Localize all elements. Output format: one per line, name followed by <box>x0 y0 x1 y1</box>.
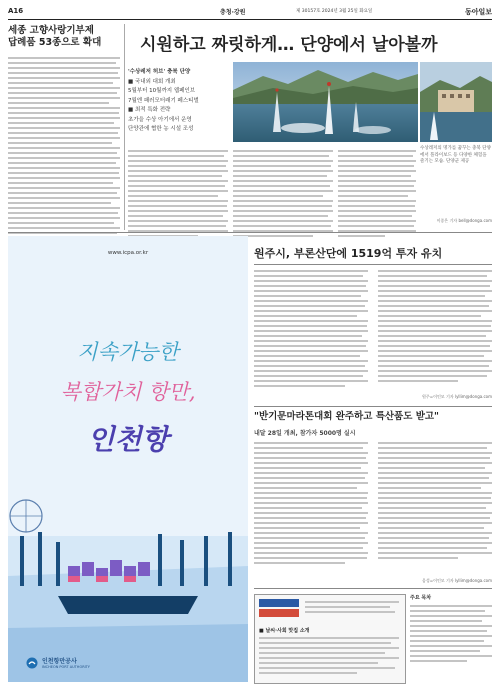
ad-slogan-3: 인천항 <box>87 423 169 456</box>
footer-rule <box>254 588 492 589</box>
info-box-logos <box>259 599 299 621</box>
ad-slogan-1: 지속가능한 <box>77 340 179 364</box>
right2-body-col1 <box>254 442 368 564</box>
lake-photo-illustration <box>233 62 418 142</box>
right2-byline: 음성=이인모 기자 lyllim@donga.com <box>422 578 492 583</box>
ad-company-en: INCHEON PORT AUTHORITY <box>42 665 90 669</box>
info-box-lines <box>259 637 399 674</box>
subhead-2: ■ 국내외 대회 개최 <box>128 78 176 85</box>
right1-body-col1 <box>254 270 368 387</box>
newspaper-brand: 동아일보 <box>464 7 492 16</box>
resort-photo-illustration <box>420 62 492 142</box>
info-box-title: ■ 날씨·사회 맛집 소개 <box>259 628 310 634</box>
port-ad-illustration <box>8 236 248 682</box>
section-rule <box>8 232 492 233</box>
subhead-3: 5월부터 10월까지 웹페인브 <box>128 88 196 95</box>
subhead-4: 7월엔 패러모터래기 페스티벌 <box>128 97 199 104</box>
index-lines <box>410 605 492 662</box>
side-photo <box>420 62 492 142</box>
right1-byline: 원주=이인모 기자 lyllim@donga.com <box>422 394 492 399</box>
issue-info: 제 30157호 2024년 3월 25일 화요일 <box>296 9 373 14</box>
ipa-logo-icon <box>26 657 38 669</box>
left-headline-2: 답례품 53종으로 확대 <box>8 37 102 49</box>
column-divider <box>124 24 125 230</box>
main-subheads <box>128 68 228 135</box>
page-number: A16 <box>8 7 24 15</box>
subhead-5: ■ 최적 특화 전략 <box>128 107 171 114</box>
section-title: 충청·강원 <box>220 9 246 16</box>
right1-rule <box>254 264 492 265</box>
right-divider <box>254 406 492 407</box>
subhead-1: '수상레저 허브' 충북 단양 <box>128 69 191 75</box>
ad-logo <box>26 656 90 669</box>
port-advertisement <box>8 236 248 682</box>
main-photo <box>233 62 418 142</box>
index-title: 주요 목차 <box>410 595 432 601</box>
left-headline-1: 세종 고향사랑기부제 <box>8 25 94 36</box>
main-headline: 시원하고 짜릿하게… 단양에서 날아볼까 <box>140 35 438 55</box>
right2-subhead: 내달 28일 개최, 참가자 5000명 실시 <box>254 430 356 437</box>
ad-url: www.icpa.or.kr <box>107 250 149 256</box>
left-article <box>8 26 120 263</box>
right2-body-col2 <box>378 442 492 559</box>
photo-caption: 수상레저의 명가를 꿈꾸는 충북 단양에서 플라이보드 등 다양한 체험을 즐기는 모습. 단양군 제공 <box>420 146 491 165</box>
main-body-col1 <box>128 150 228 237</box>
main-body-col2 <box>233 150 333 237</box>
page-header <box>8 6 492 18</box>
ad-slogan-2: 복합가치 항만, <box>60 380 196 404</box>
info-box <box>254 594 406 684</box>
subhead-7: 단양관에 협한 농 시설 조성 <box>128 126 194 133</box>
subhead-6: 초가을 수상 아기에서 운영 <box>128 116 192 123</box>
main-byline: 이종은 기자 bell@donga.com <box>436 218 492 223</box>
right1-body-col2 <box>378 270 492 382</box>
info-box-lines-top <box>305 601 399 613</box>
left-article-body <box>8 57 120 254</box>
right2-headline: "반기문마라톤대회 완주하고 특산품도 받고" <box>254 411 440 422</box>
index-box <box>410 594 492 682</box>
header-rule <box>8 19 492 20</box>
right1-headline: 원주시, 부론산단에 1519억 투자 유치 <box>254 247 443 260</box>
ad-company: 인천항만공사 <box>42 658 77 665</box>
